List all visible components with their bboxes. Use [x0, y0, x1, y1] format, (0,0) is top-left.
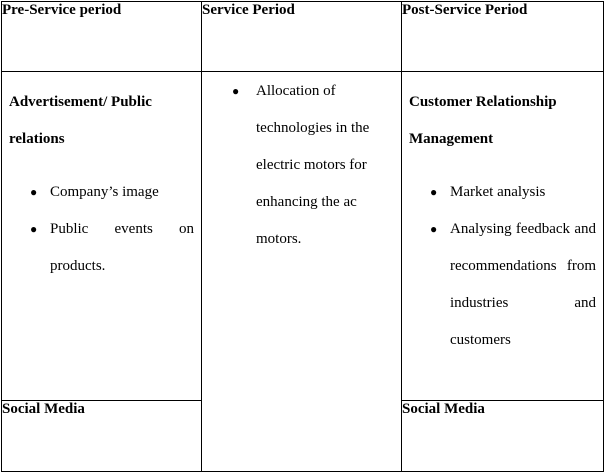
- post-service-section-title: Customer Relationship Management: [409, 94, 557, 147]
- list-item-text: Company’s image: [50, 184, 159, 200]
- header-service: Service Period: [202, 2, 402, 72]
- bullet-icon: ●: [232, 84, 240, 98]
- bullet-icon: ●: [30, 185, 38, 199]
- list-item-text: Analysing feedback and recommendations from industries and customers: [450, 221, 596, 348]
- service-content-cell: [202, 72, 402, 472]
- post-service-content-cell: [402, 72, 604, 401]
- list-item-text: Allocation of technologies in the electric motors for enhancing the ac motors.: [256, 83, 370, 247]
- list-item: [402, 174, 603, 211]
- pre-service-content-cell: [2, 72, 202, 401]
- list-item: [202, 73, 401, 258]
- bullet-icon: ●: [430, 185, 438, 199]
- header-pre-service: Pre-Service period: [2, 2, 202, 72]
- post-service-footer: Social Media: [402, 401, 604, 472]
- post-service-bullet-list: [402, 174, 603, 359]
- list-item: [2, 174, 201, 211]
- list-item-text: Market analysis: [450, 184, 546, 200]
- pre-service-bullet-list: [2, 174, 201, 285]
- service-period-table: [1, 1, 604, 472]
- pre-service-footer: Social Media: [2, 401, 202, 472]
- service-bullet-list: [202, 73, 401, 258]
- pre-service-section-title: Advertisement/ Public relations: [9, 94, 152, 147]
- list-item: [2, 211, 201, 285]
- list-item: [402, 211, 603, 359]
- bullet-icon: ●: [430, 222, 438, 236]
- bullet-icon: ●: [30, 222, 38, 236]
- header-post-service: Post-Service Period: [402, 2, 604, 72]
- list-item-text: Public events on products.: [50, 221, 194, 274]
